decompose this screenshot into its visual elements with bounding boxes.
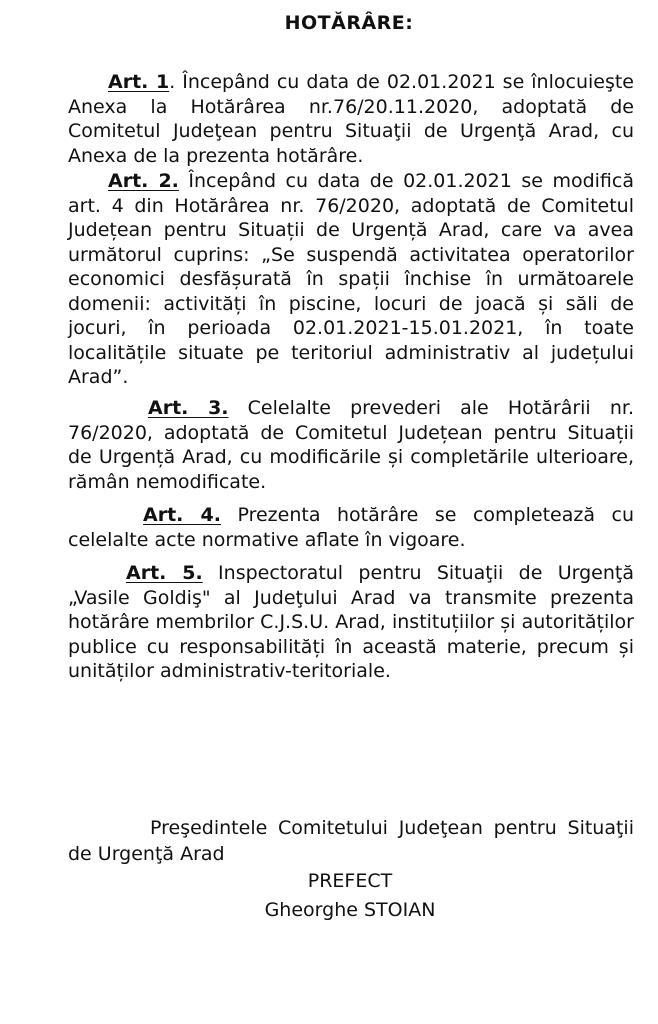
article-5-text: Inspectoratul pentru Situaţii de Urgenţă „Vasile Goldiş" al Judeţului Arad va transmite prezenta hotărâre membrilor C.J.S.U. Arad, instituțiilor și autorităților publice cu responsabilități în această materie, precum și unităților administrativ-teritoriale.: [68, 562, 634, 682]
article-1: [68, 70, 634, 168]
article-3-text: Celelalte prevederi ale Hotărârii nr. 76/2020, adoptată de Comitetul Județean pentru Situații de Urgență Arad, cu modificările și completările ulterioare, rămân nemodificate.: [68, 397, 634, 493]
signature-committee-line: Preşedintele Comitetului Judeţean pentru Situaţii de Urgenţă Arad: [68, 817, 634, 865]
signature-role: PREFECT: [307, 870, 393, 892]
article-1-text: . Începând cu data de 02.01.2021 se înlocuieşte Anexa la Hotărârea nr.76/20.11.2020, adoptată de Comitetul Judeţean pentru Situaţii de Urgenţă Arad, cu Anexa de la prezenta hotărâre.: [68, 71, 634, 167]
article-1-label: Art. 1: [108, 71, 170, 93]
document-title: HOTĂRÂRE:: [284, 12, 414, 34]
article-2-text: Începând cu data de 02.01.2021 se modifică art. 4 din Hotărârea nr. 76/2020, adoptată de Comitetul Județean pentru Situații de Urgență Arad, care va avea următorul cuprins: „Se suspendă activitatea operatorilor economici desfășurată în spații închise în următoarele domenii: activități în piscine, locuri de joacă și săli de jocuri, în perioada 02.01.2021-15.01.2021, în toate localitățile situate pe teritoriul administrativ al județului Arad”.: [68, 170, 634, 388]
article-5-label: Art. 5.: [126, 562, 203, 584]
article-4-label: Art. 4.: [143, 504, 221, 526]
signature-name: Gheorghe STOIAN: [264, 899, 436, 921]
article-3: [68, 396, 634, 494]
article-2-label: Art. 2.: [108, 170, 179, 192]
article-3-label: Art. 3.: [148, 397, 229, 419]
article-4-text: Prezenta hotărâre se completează cu celelalte acte normative aflate în vigoare.: [68, 504, 634, 551]
article-2: [68, 169, 634, 390]
article-5: [68, 561, 634, 684]
article-4: [68, 503, 634, 552]
